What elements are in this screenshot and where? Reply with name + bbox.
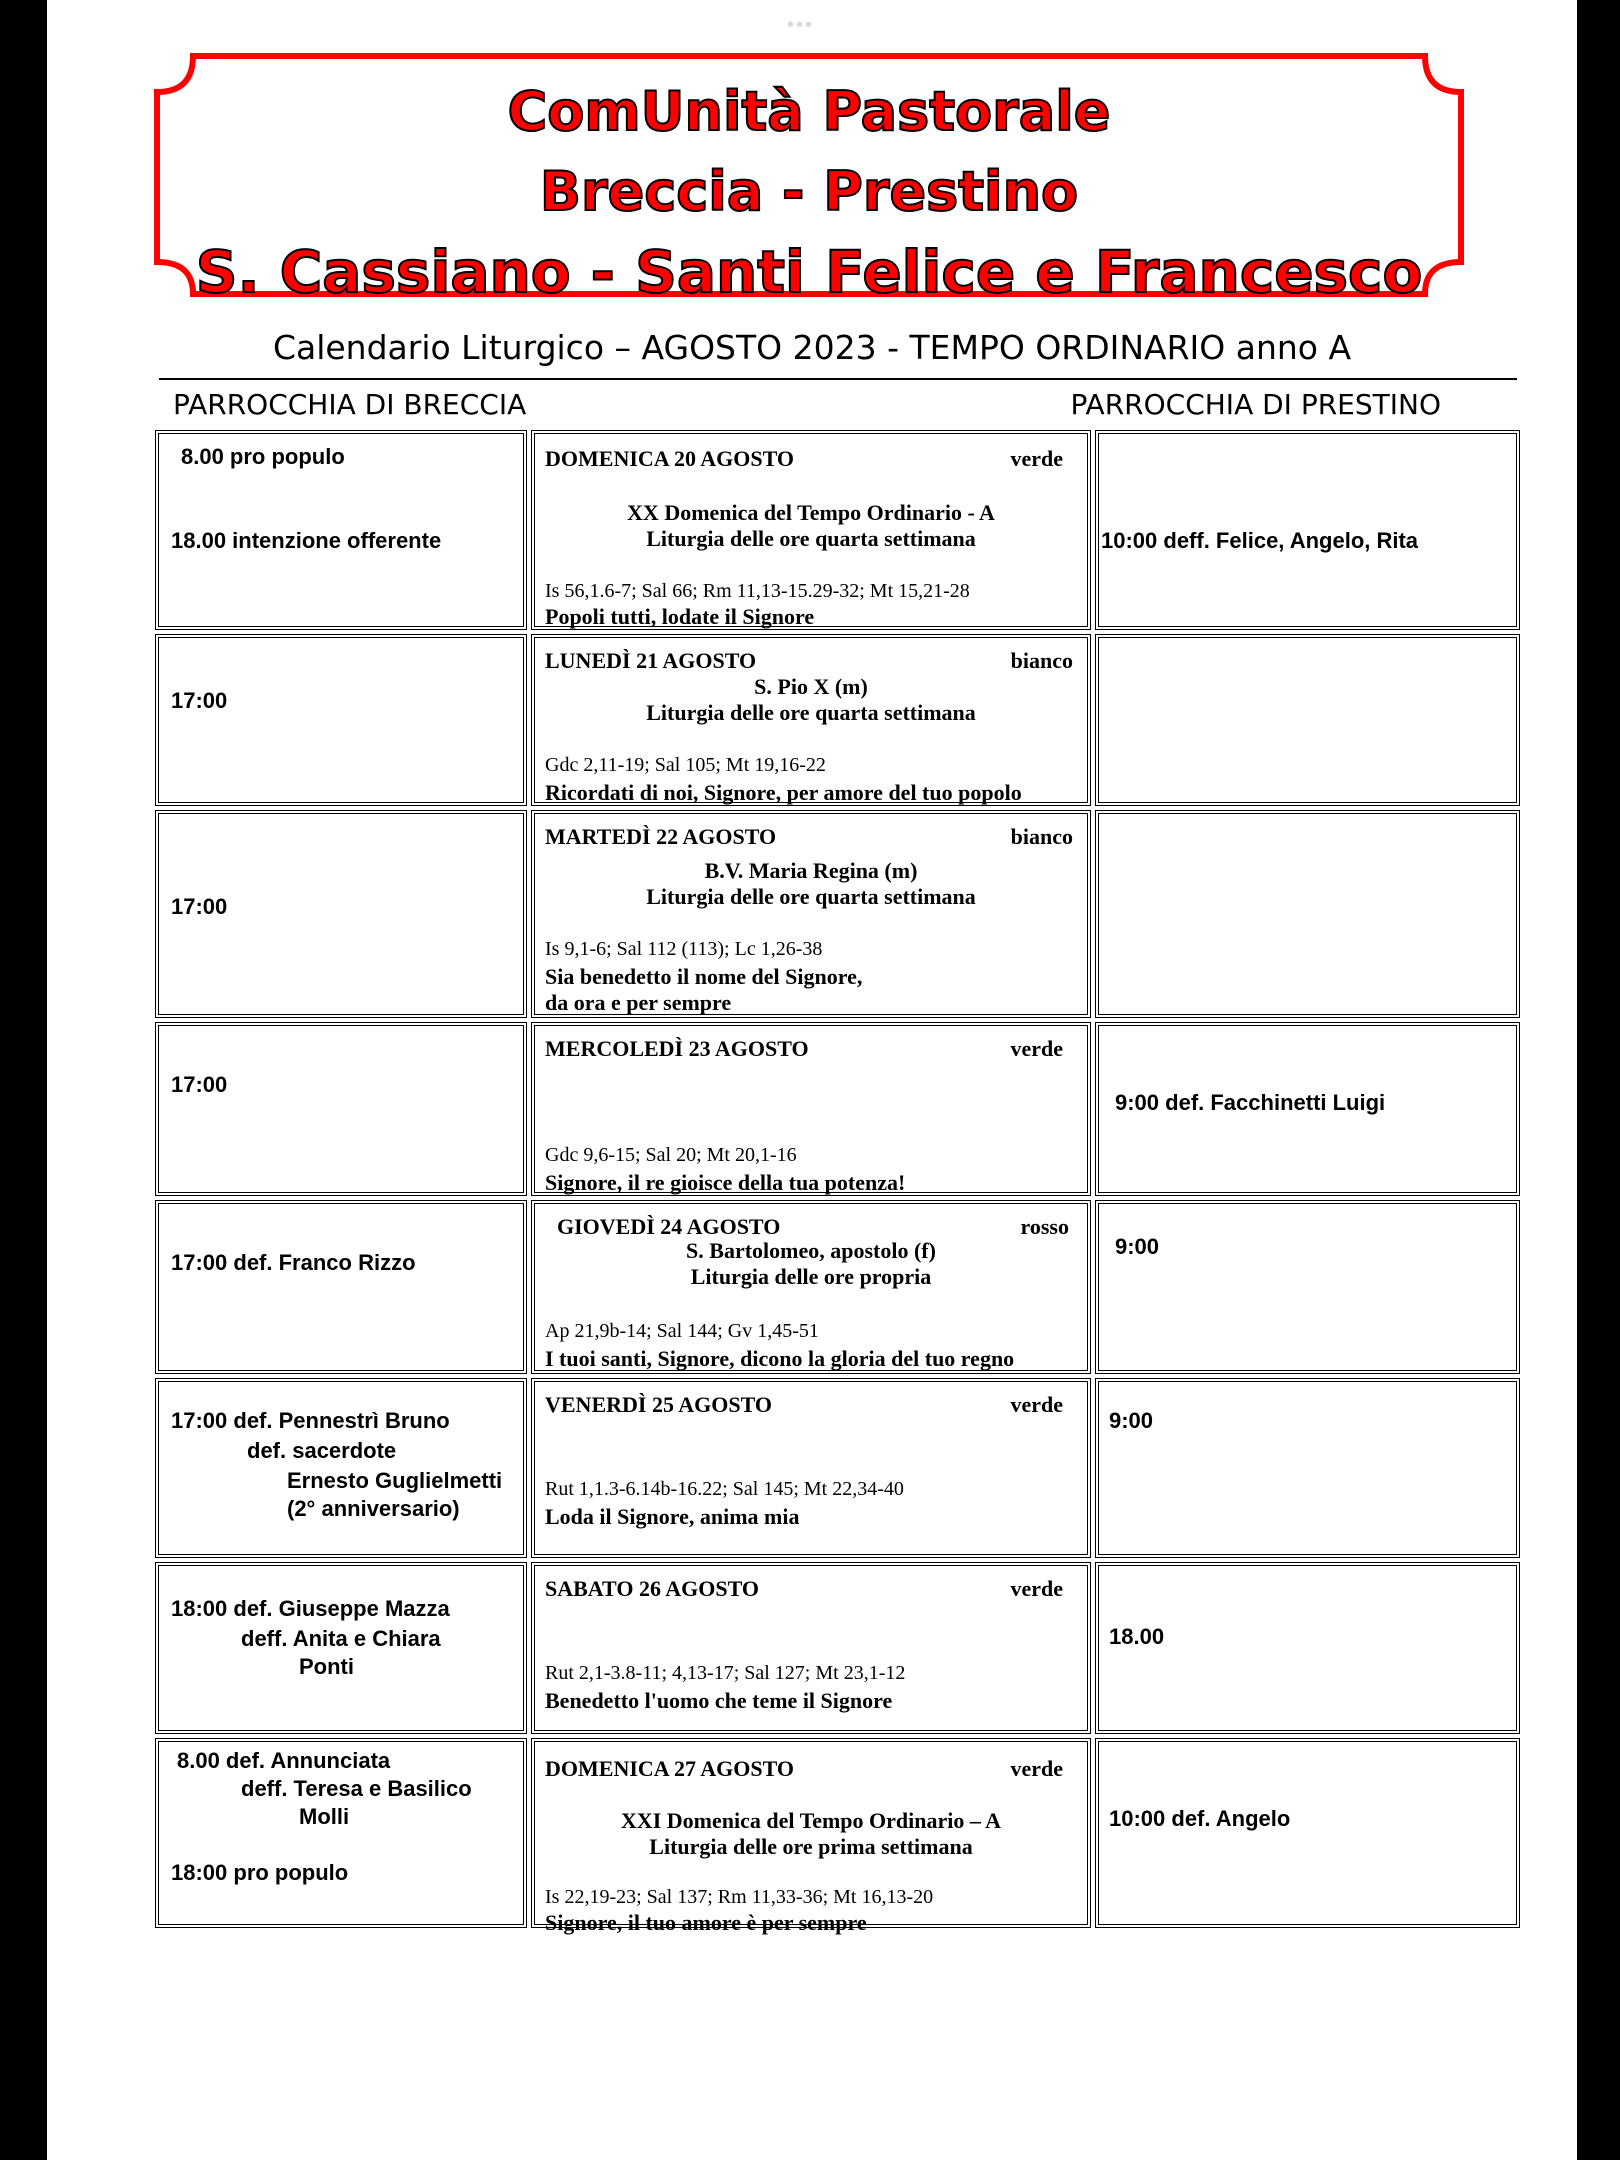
day-name: VENERDÌ 25 AGOSTO	[545, 1392, 772, 1417]
readings: Ap 21,9b-14; Sal 144; Gv 1,45-51	[545, 1320, 819, 1342]
prestino-line: 10:00 deff. Felice, Angelo, Rita	[1101, 528, 1419, 553]
liturgical-color: rosso	[1020, 1214, 1069, 1239]
prestino-line: 18.00	[1109, 1624, 1165, 1649]
breccia-line: 18.00 intenzione offerente	[171, 528, 442, 553]
psalm-response: Signore, il re gioisce della tua potenza!	[545, 1170, 906, 1195]
prestino-cell	[1095, 1562, 1520, 1734]
day-name: SABATO 26 AGOSTO	[545, 1576, 759, 1601]
prestino-line: 10:00 def. Angelo	[1109, 1806, 1291, 1831]
liturgical-color: verde	[1010, 1576, 1063, 1601]
table-row	[155, 1022, 1520, 1196]
day-name: LUNEDÌ 21 AGOSTO	[545, 648, 757, 673]
title-banner	[153, 52, 1465, 306]
readings: Is 9,1-6; Sal 112 (113); Lc 1,26-38	[545, 938, 823, 960]
readings: Rut 1,1.3-6.14b-16.22; Sal 145; Mt 22,34-40	[545, 1478, 904, 1500]
banner-line-1: ComUnità Pastorale	[507, 80, 1111, 143]
hours-note: Liturgia delle ore propria	[690, 1264, 932, 1289]
prestino-cell	[1095, 1378, 1520, 1558]
psalm-response: Popoli tutti, lodate il Signore	[545, 604, 815, 629]
celebration-title: XX Domenica del Tempo Ordinario - A	[627, 500, 995, 525]
breccia-line: 18:00 pro populo	[171, 1860, 349, 1885]
liturgy-cell	[531, 1200, 1091, 1374]
day-name: MARTEDÌ 22 AGOSTO	[545, 824, 777, 849]
prestino-line: 9:00	[1109, 1408, 1154, 1433]
document-page	[47, 0, 1577, 2160]
breccia-cell	[155, 810, 527, 1018]
readings: Rut 2,1-3.8-11; 4,13-17; Sal 127; Mt 23,1-12	[545, 1662, 906, 1684]
banner-line-3: S. Cassiano - Santi Felice e Francesco	[195, 238, 1423, 306]
hours-note: Liturgia delle ore quarta settimana	[646, 700, 976, 725]
prestino-line: 9:00 def. Facchinetti Luigi	[1115, 1090, 1386, 1115]
breccia-line: 17:00 def. Pennestrì Bruno	[171, 1408, 450, 1433]
prestino-line: 9:00	[1115, 1234, 1160, 1259]
breccia-cell	[155, 1738, 527, 1928]
breccia-line: 8.00 def. Annunciata	[177, 1748, 391, 1773]
breccia-line: 8.00 pro populo	[181, 444, 345, 469]
readings: Gdc 9,6-15; Sal 20; Mt 20,1-16	[545, 1144, 797, 1166]
celebration-title: S. Bartolomeo, apostolo (f)	[686, 1238, 936, 1263]
liturgical-color: verde	[1010, 1036, 1063, 1061]
page-handle-dots: •••	[787, 14, 815, 36]
breccia-cell	[155, 430, 527, 630]
celebration-title: S. Pio X (m)	[754, 674, 868, 699]
liturgy-cell	[531, 1562, 1091, 1734]
hours-note: Liturgia delle ore quarta settimana	[646, 884, 976, 909]
psalm-response: Benedetto l'uomo che teme il Signore	[545, 1688, 893, 1713]
day-name: DOMENICA 20 AGOSTO	[545, 446, 794, 471]
liturgy-cell	[531, 1022, 1091, 1196]
table-row	[155, 634, 1520, 806]
psalm-response: Loda il Signore, anima mia	[545, 1504, 800, 1529]
celebration-title: XXI Domenica del Tempo Ordinario – A	[620, 1808, 1002, 1833]
breccia-cell	[155, 1022, 527, 1196]
readings: Gdc 2,11-19; Sal 105; Mt 19,16-22	[545, 754, 826, 776]
parish-prestino-heading: PARROCCHIA DI PRESTINO	[1070, 388, 1441, 421]
breccia-cell	[155, 1562, 527, 1734]
table-row	[155, 430, 1520, 630]
breccia-line: 17:00	[171, 894, 228, 919]
table-row	[155, 1738, 1520, 1935]
breccia-line: 17:00 def. Franco Rizzo	[171, 1250, 416, 1275]
prestino-cell	[1095, 1200, 1520, 1374]
breccia-line: Molli	[299, 1804, 350, 1829]
psalm-response: Sia benedetto il nome del Signore,	[545, 964, 863, 989]
liturgical-color: bianco	[1010, 648, 1073, 673]
banner-line-2: Breccia - Prestino	[539, 160, 1079, 223]
hours-note: Liturgia delle ore prima settimana	[649, 1834, 973, 1859]
breccia-line: (2° anniversario)	[287, 1496, 460, 1521]
hours-note: Liturgia delle ore quarta settimana	[646, 526, 976, 551]
liturgy-cell	[531, 1738, 1091, 1935]
breccia-line: deff. Anita e Chiara	[241, 1626, 441, 1651]
liturgy-cell	[531, 430, 1091, 630]
table-row	[155, 810, 1520, 1018]
prestino-cell	[1095, 1738, 1520, 1928]
liturgical-color: verde	[1010, 1392, 1063, 1417]
breccia-line: 17:00	[171, 688, 228, 713]
psalm-response: Ricordati di noi, Signore, per amore del tuo popolo	[545, 780, 1022, 805]
psalm-response: da ora e per sempre	[545, 990, 732, 1015]
breccia-line: 17:00	[171, 1072, 228, 1097]
breccia-cell	[155, 1378, 527, 1558]
psalm-response: I tuoi santi, Signore, dicono la gloria del tuo regno	[545, 1346, 1015, 1371]
liturgical-color: bianco	[1010, 824, 1073, 849]
breccia-line: def. sacerdote	[247, 1438, 397, 1463]
liturgical-color: verde	[1010, 446, 1063, 471]
calendar-subtitle: Calendario Liturgico – AGOSTO 2023 - TEMPO ORDINARIO anno A	[272, 328, 1352, 367]
table-row	[155, 1378, 1520, 1558]
subtitle-divider	[159, 378, 1517, 380]
liturgy-cell	[531, 1378, 1091, 1558]
breccia-cell	[155, 1200, 527, 1374]
liturgy-cell	[531, 810, 1091, 1018]
day-name: DOMENICA 27 AGOSTO	[545, 1756, 794, 1781]
breccia-line: 18:00 def. Giuseppe Mazza	[171, 1596, 450, 1621]
breccia-line: deff. Teresa e Basilico	[241, 1776, 472, 1801]
parish-breccia-heading: PARROCCHIA DI BRECCIA	[173, 388, 527, 421]
table-row	[155, 1562, 1520, 1734]
celebration-title: B.V. Maria Regina (m)	[704, 858, 918, 883]
liturgy-cell	[531, 634, 1091, 806]
prestino-cell	[1095, 634, 1520, 806]
day-name: GIOVEDÌ 24 AGOSTO	[557, 1214, 781, 1239]
readings: Is 56,1.6-7; Sal 66; Rm 11,13-15.29-32; Mt 15,21-28	[545, 580, 970, 602]
readings: Is 22,19-23; Sal 137; Rm 11,33-36; Mt 16,13-20	[545, 1886, 934, 1908]
breccia-line: Ponti	[299, 1654, 354, 1679]
prestino-cell	[1095, 810, 1520, 1018]
day-name: MERCOLEDÌ 23 AGOSTO	[545, 1036, 809, 1061]
liturgical-color: verde	[1010, 1756, 1063, 1781]
breccia-line: Ernesto Guglielmetti	[287, 1468, 503, 1493]
prestino-cell	[1095, 1022, 1520, 1196]
table-row	[155, 1200, 1520, 1374]
breccia-cell	[155, 634, 527, 806]
prestino-cell	[1095, 430, 1520, 630]
psalm-response: Signore, il tuo amore è per sempre	[545, 1910, 867, 1935]
